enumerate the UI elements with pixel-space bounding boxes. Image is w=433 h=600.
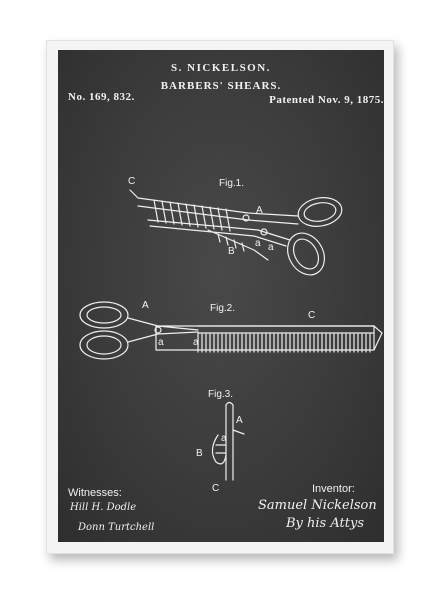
patent-date: Patented Nov. 9, 1875.: [269, 94, 384, 106]
fig1-label-a-small-1: a: [255, 238, 261, 249]
fig2-caption: Fig.2.: [210, 303, 236, 314]
patent-drawings: [58, 50, 384, 542]
fig1-label-b: B: [228, 246, 235, 257]
fig3-label-b: B: [196, 448, 203, 459]
fig2-label-a-upper: A: [142, 300, 149, 311]
fig3-caption: Fig.3.: [208, 389, 234, 400]
patent-title: BARBERS' SHEARS.: [160, 80, 282, 92]
fig2-label-a-small-1: a: [158, 337, 164, 348]
picture-frame: [46, 40, 394, 554]
fig3-label-a-upper: A: [236, 415, 243, 426]
witnesses-label: Witnesses:: [68, 487, 122, 499]
attorney-signature: By his Attys: [286, 516, 364, 531]
witness-signature-1: Hill H. Dodle: [70, 502, 137, 513]
inventor-signature: Samuel Nickelson: [258, 498, 377, 513]
fig1-label-a-upper: A: [256, 205, 263, 216]
fig3-label-a-small: a: [221, 433, 227, 444]
fig2-label-a-small-2: a: [193, 337, 199, 348]
fig2-label-c: C: [308, 310, 316, 321]
fig1-caption: Fig.1.: [219, 178, 245, 189]
fig1-label-c: C: [128, 176, 136, 187]
inventor-heading: S. NICKELSON.: [171, 62, 271, 74]
inventor-label: Inventor:: [312, 483, 355, 495]
patent-print: [58, 50, 384, 542]
fig1-label-a-small-2: a: [268, 242, 274, 253]
witness-signature-2: Donn Turtchell: [78, 522, 155, 533]
fig1-shears-drawing: [130, 190, 344, 282]
patent-number: No. 169, 832.: [68, 91, 135, 103]
fig3-label-c: C: [212, 483, 220, 494]
